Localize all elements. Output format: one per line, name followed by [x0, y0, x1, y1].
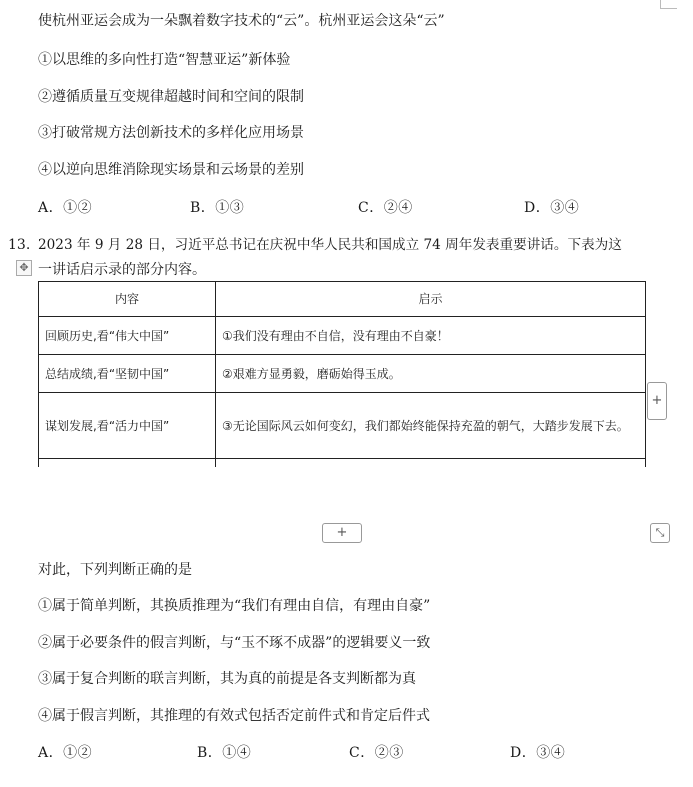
- page-corner-mark: [660, 0, 677, 9]
- q12-option-d: D．③④: [524, 200, 580, 216]
- table-resize-handle[interactable]: [650, 523, 670, 543]
- q12-option-a: A．①②: [38, 200, 93, 216]
- q13-option-b: B．①④: [197, 745, 252, 761]
- q12-item-4: ④以逆向思维消除现实场景和云场景的差别: [38, 162, 304, 178]
- table-header-content: 内容: [39, 282, 216, 317]
- move-icon: ✥: [19, 261, 29, 274]
- table-cell: 总结成绩,看“坚韧中国”: [39, 355, 216, 393]
- table-row: [39, 355, 646, 393]
- q13-item-3: ③属于复合判断的联言判断，其为真的前提是各支判断都为真: [38, 671, 416, 687]
- q12-item-2: ②遵循质量互变规律超越时间和空间的限制: [38, 89, 304, 105]
- q13-item-4: ④属于假言判断，其推理的有效式包括否定前件式和肯定后件式: [38, 708, 430, 724]
- table-cell: ①我们没有理由不自信，没有理由不自豪！: [216, 317, 646, 355]
- table-cell: ②艰难方显勇毅，磨砺始得玉成。: [216, 355, 646, 393]
- q13-item-1: ①属于简单判断，其换质推理为“我们有理由自信，有理由自豪”: [38, 598, 431, 614]
- table-row-clipped: [39, 459, 646, 468]
- resize-icon: ⤡: [655, 526, 665, 539]
- q13-stem-line1: 2023 年 9 月 28 日，习近平总书记在庆祝中华人民共和国成立 74 周年发表重要讲话。下表为这: [38, 237, 622, 253]
- q13-prompt: 对此，下列判断正确的是: [38, 562, 192, 578]
- table-header-row: [39, 282, 646, 317]
- q13-number: 13.: [8, 237, 31, 253]
- q13-stem-line2: 一讲话启示录的部分内容。: [38, 262, 206, 278]
- q12-item-1: ①以思维的多向性打造“智慧亚运”新体验: [38, 52, 291, 68]
- q12-option-c: C．②④: [358, 200, 413, 216]
- q13-item-2: ②属于必要条件的假言判断，与“玉不琢不成器”的逻辑要义一致: [38, 635, 431, 651]
- q12-item-3: ③打破常规方法创新技术的多样化应用场景: [38, 125, 304, 141]
- q12-intro: 使杭州亚运会成为一朵飘着数字技术的“云”。杭州亚运会这朵“云”: [38, 13, 445, 29]
- add-column-button[interactable]: +: [647, 382, 667, 420]
- table-cell: 回顾历史,看“伟大中国”: [39, 317, 216, 355]
- add-row-button[interactable]: +: [322, 523, 362, 543]
- table-move-handle[interactable]: [16, 260, 32, 276]
- q13-option-c: C．②③: [349, 745, 404, 761]
- table-row: [39, 317, 646, 355]
- table-header-inspiration: 启示: [216, 282, 646, 317]
- table-cell: ③无论国际风云如何变幻，我们都始终能保持充盈的朝气，大踏步发展下去。: [216, 393, 646, 459]
- table-row: [39, 393, 646, 459]
- q13-option-d: D．③④: [510, 745, 566, 761]
- q12-option-b: B．①③: [190, 200, 245, 216]
- table-cell: 谋划发展,看“活力中国”: [39, 393, 216, 459]
- inspiration-table: [38, 281, 646, 467]
- q13-option-a: A．①②: [38, 745, 93, 761]
